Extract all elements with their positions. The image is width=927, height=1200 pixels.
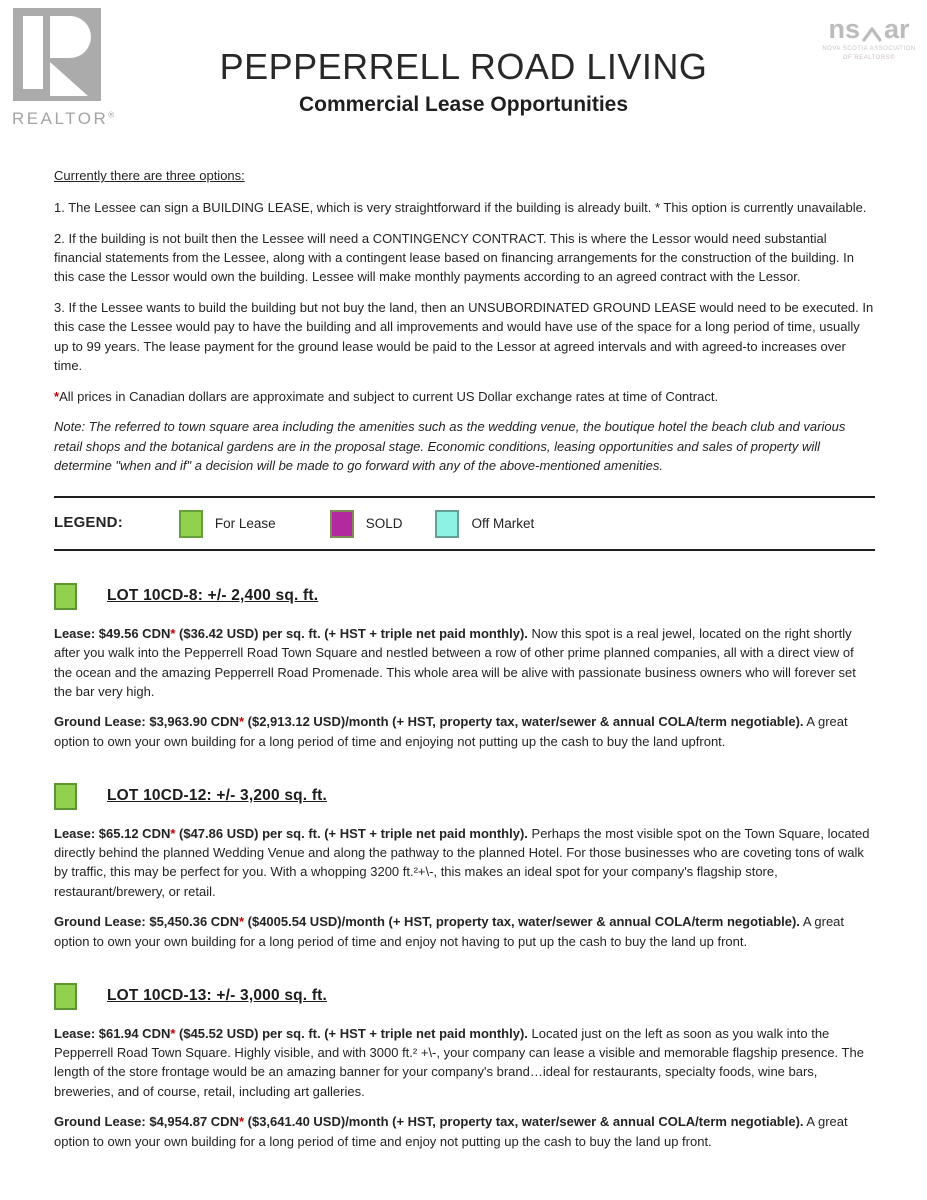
lot-section-10cd-13 — [54, 983, 875, 1151]
lot-header — [54, 783, 875, 810]
for-lease-swatch — [179, 510, 203, 538]
ground-lease-paragraph: Ground Lease: $5,450.36 CDN* ($4005.54 USD)/month (+ HST, property tax, water/sewer & annual COLA/term negotiable). A great option to own your own building for a long period of time and enjoy not having to put up the cash to buy the land up front. — [54, 914, 845, 949]
document-body — [0, 166, 927, 1151]
red-asterisk: * — [238, 714, 245, 730]
legend-item-for-lease: For Lease — [179, 510, 276, 538]
page-subtitle: Commercial Lease Opportunities — [298, 93, 629, 116]
red-asterisk: * — [238, 914, 245, 930]
prices-disclaimer: *All prices in Canadian dollars are approximate and subject to current US Dollar exchange rates at time of Contract. — [54, 388, 719, 404]
page-title: PEPPERRELL ROAD LIVING — [219, 46, 708, 87]
lot-title: LOT 10CD-8: +/- 2,400 sq. ft. — [107, 587, 319, 605]
option-2-paragraph: 2. If the building is not built then the Lessee will need a CONTINGENCY CONTRACT. This is where the Lessor would need substantial financial statements from the Lessee, along with a contingent lease based on financing arrangements for the construction of the building. In this case the Lessor would own the building. Lessee will make monthly payments according to an agreed contract with the Lessor. — [54, 230, 854, 285]
sold-swatch — [330, 510, 354, 538]
lot-section-10cd-8 — [54, 583, 875, 751]
nsar-left-text: ns — [828, 14, 860, 44]
red-asterisk: * — [238, 1114, 245, 1130]
lease-paragraph: Lease: $61.94 CDN* ($45.52 USD) per sq. ft. (+ HST + triple net paid monthly). Located just on the left as soon as you walk into the Pepperrell Road Town Square. Highly visible, and with 3000 ft.² +\-, your company can lease a visible and memorable flagship presence. The length of the store frontage would be an amazing banner for your company's brand…ideal for restaurants, specialty foods, wine bars, breweries, and of course, retail, including art galleries. — [54, 1025, 864, 1099]
option-1-paragraph: 1. The Lessee can sign a BUILDING LEASE, which is very straightforward if the building is already built. * This option is currently unavailable. — [54, 200, 867, 216]
nsar-wordmark — [819, 16, 919, 43]
for-lease-swatch — [54, 983, 77, 1010]
option-3-paragraph: 3. If the Lessee wants to build the building but not buy the land, then an UNSUBORDINATED GROUND LEASE would need to be executed. In this case the Lessee would pay to have the building and all improvements and would have use of the space for a long period of time, usually up to 99 years. The lease payment for the ground lease would be paid to the Lessor at agreed intervals and with agreed-to increases over time. — [54, 300, 874, 373]
red-asterisk: * — [170, 1025, 176, 1041]
lot-header — [54, 983, 875, 1010]
red-asterisk: * — [170, 825, 176, 841]
nsar-right-text: ar — [883, 14, 910, 44]
off-market-swatch — [435, 510, 459, 538]
divider-line-bottom — [54, 549, 875, 551]
ground-lease-paragraph: Ground Lease: $4,954.87 CDN* ($3,641.40 USD)/month (+ HST, property tax, water/sewer & annual COLA/term negotiable). A great option to own your own building for a long period of time and enjoy not putting up the cash to buy the land up front. — [54, 1114, 848, 1149]
nsar-caption: NOVA SCOTIA ASSOCIATION OF REALTORS® — [822, 46, 916, 61]
red-asterisk: * — [54, 388, 60, 404]
lease-paragraph: Lease: $65.12 CDN* ($47.86 USD) per sq. ft. (+ HST + triple net paid monthly). Perhaps the most visible spot on the Town Square, located directly behind the planned Wedding Venue and along the pathway to the planned Hotel. For those businesses who are coveting tons of walk by traffic, this may be perfect for you. With a whopping 3200 ft.²+\-, this makes an ideal spot for your company's flagship store, restaurant/brewery, or retail. — [54, 825, 870, 899]
realtor-r-icon — [12, 8, 102, 102]
registered-mark: ® — [108, 110, 117, 120]
legend-label: LEGEND: — [54, 514, 123, 532]
page-header — [0, 0, 927, 158]
lot-header — [54, 583, 875, 610]
lot-title: LOT 10CD-13: +/- 3,000 sq. ft. — [107, 986, 328, 1004]
for-lease-swatch — [54, 583, 77, 610]
realtor-logo — [12, 8, 117, 129]
ground-lease-paragraph: Ground Lease: $3,963.90 CDN* ($2,913.12 USD)/month (+ HST, property tax, water/sewer & annual COLA/term negotiable). A great option to own your own building for a long period of time and enjoying not putting up the cash to buy the land upfront. — [54, 714, 848, 749]
proposal-note: Note: The referred to town square area including the amenities such as the wedding venue, the boutique hotel the beach club and various retail shops and the botanical gardens are in the proposal stage. Economic conditions, leasing opportunities and sales of property will determine "when and if" a decision will be made to go forward with any of the above-mentioned amenities. — [54, 419, 846, 473]
lot-title: LOT 10CD-12: +/- 3,200 sq. ft. — [107, 786, 328, 804]
house-roof-icon — [861, 25, 883, 42]
lease-paragraph: Lease: $49.56 CDN* ($36.42 USD) per sq. ft. (+ HST + triple net paid monthly). Now this spot is a real jewel, located on the right shortly after you walk into the Pepperrell Road Town Square and nestled between a row of other prime planned companies, all with a direct view of the ocean and the amazing Pepperrell Road Promenade. This whole area will be alive with passionate business owners who will forever set the bar very high. — [54, 626, 856, 699]
legend — [54, 498, 875, 549]
red-asterisk: * — [170, 626, 176, 642]
lot-section-10cd-12 — [54, 783, 875, 951]
intro-heading: Currently there are three options: — [54, 168, 245, 183]
nsar-logo — [819, 16, 919, 63]
for-lease-swatch — [54, 783, 77, 810]
realtor-wordmark: REALTOR® — [12, 109, 117, 128]
legend-item-off-market: Off Market — [435, 510, 534, 538]
legend-item-sold: SOLD — [330, 510, 403, 538]
